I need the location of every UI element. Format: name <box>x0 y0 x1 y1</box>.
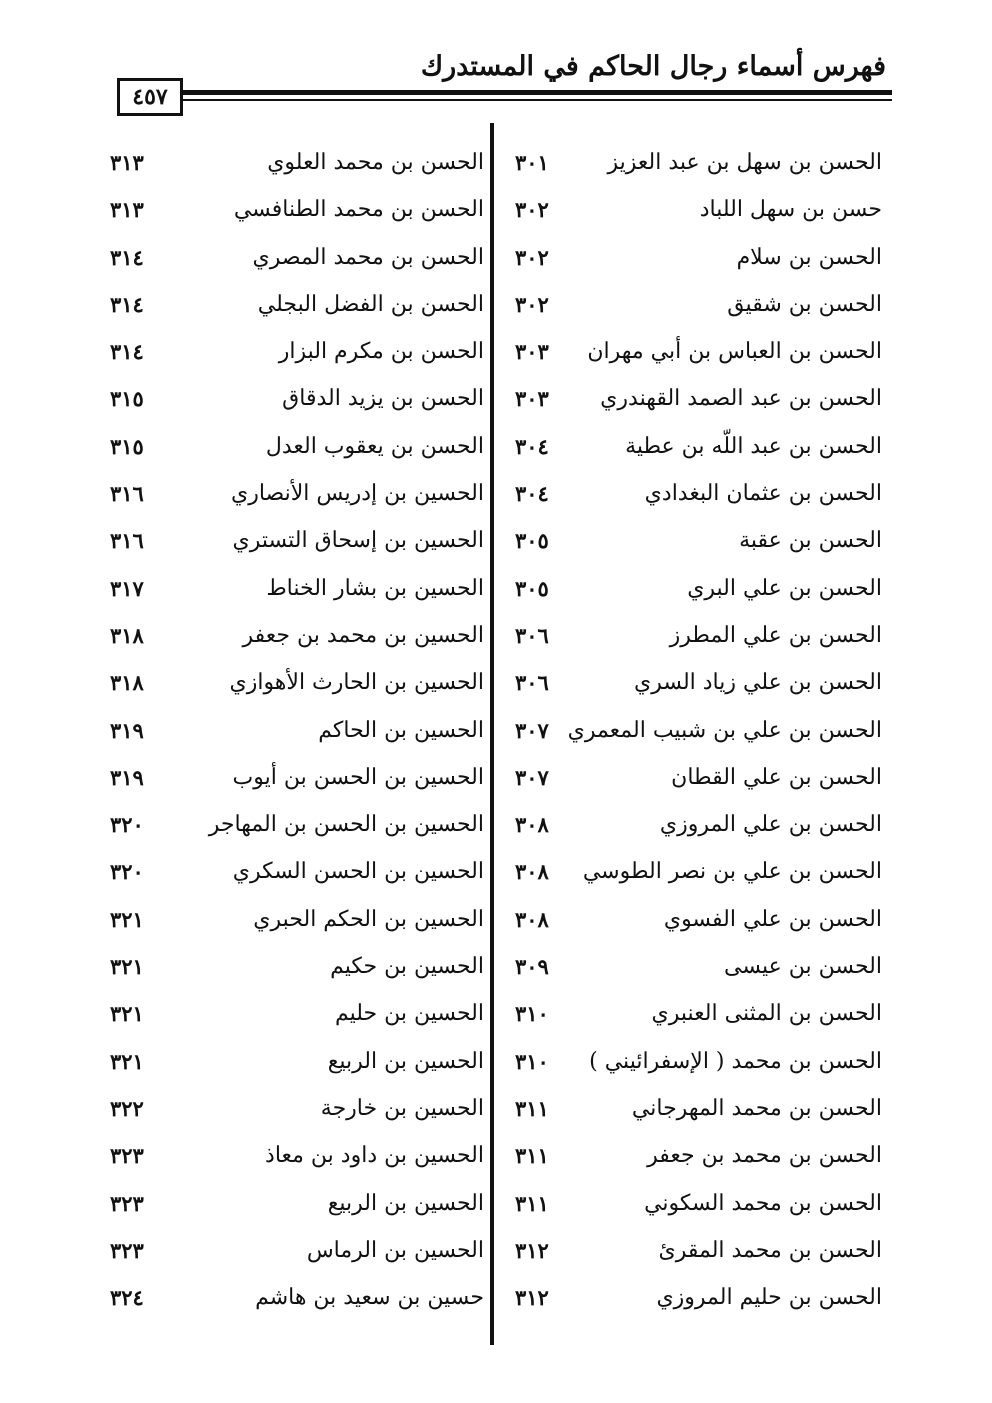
entry-page-number: ٣١١ <box>515 1095 549 1121</box>
entry-page-number: ٣٠٣ <box>515 339 549 365</box>
index-entry <box>500 1228 892 1275</box>
index-entry <box>100 235 488 282</box>
index-entry <box>100 802 488 849</box>
index-entry <box>100 187 488 234</box>
index-entry <box>100 471 488 518</box>
entry-page-number: ٣٠٨ <box>515 906 549 932</box>
index-column-right <box>500 140 892 1322</box>
entry-name: الحسن بن شقيق <box>727 291 882 317</box>
index-entry <box>500 187 892 234</box>
entry-page-number: ٣٠٨ <box>515 859 549 885</box>
entry-page-number: ٣١٠ <box>515 1048 549 1074</box>
entry-page-number: ٣١٢ <box>515 1285 549 1311</box>
index-entry <box>500 282 892 329</box>
index-entry <box>500 1039 892 1086</box>
entry-name: الحسن بن يزيد الدقاق <box>282 386 484 412</box>
index-entry <box>500 613 892 660</box>
index-column-left <box>100 140 488 1322</box>
entry-name: الحسن بن عبد اللّه بن عطية <box>625 433 882 459</box>
index-entry <box>500 991 892 1038</box>
entry-name: حسن بن سهل اللباد <box>699 197 882 223</box>
entry-page-number: ٣٠٨ <box>515 812 549 838</box>
entry-page-number: ٣٠٢ <box>515 244 549 270</box>
entry-page-number: ٣٠٩ <box>515 954 549 980</box>
entry-page-number: ٣١٦ <box>110 481 144 507</box>
entry-name: الحسن بن سلام <box>736 244 882 270</box>
entry-name: الحسن بن المثنى العنبري <box>651 1001 882 1027</box>
entry-page-number: ٣١٥ <box>110 386 144 412</box>
entry-page-number: ٣٢١ <box>110 906 144 932</box>
entry-page-number: ٣٠٤ <box>515 433 549 459</box>
entry-name: الحسن بن محمد بن جعفر <box>647 1143 882 1169</box>
entry-name: الحسن بن العباس بن أبي مهران <box>587 339 882 365</box>
entry-name: الحسن بن علي بن شبيب المعمري <box>567 717 882 743</box>
index-entry <box>100 566 488 613</box>
entry-page-number: ٣٠٢ <box>515 291 549 317</box>
entry-name: الحسن بن علي الفسوي <box>663 906 882 932</box>
entry-page-number: ٣١٠ <box>515 1001 549 1027</box>
index-entry <box>500 660 892 707</box>
entry-page-number: ٣٢٣ <box>110 1237 144 1263</box>
entry-page-number: ٣١٨ <box>110 670 144 696</box>
entry-page-number: ٣٠٢ <box>515 197 549 223</box>
index-entry <box>100 897 488 944</box>
page-number: ٤٥٧ <box>117 78 183 116</box>
entry-page-number: ٣٢٠ <box>110 859 144 885</box>
entry-name: الحسن بن عقبة <box>739 528 882 554</box>
entry-name: الحسين بن الحسن بن أيوب <box>232 764 484 790</box>
entry-name: الحسن بن علي المروزي <box>659 812 882 838</box>
index-entry <box>100 944 488 991</box>
column-divider <box>490 123 494 1345</box>
entry-name: الحسين بن الرماس <box>306 1237 484 1263</box>
index-entry <box>100 849 488 896</box>
entry-page-number: ٣٠٣ <box>515 386 549 412</box>
entry-page-number: ٣١٣ <box>110 150 144 175</box>
entry-name: الحسن بن علي زياد السري <box>633 670 882 696</box>
index-entry <box>100 1228 488 1275</box>
entry-name: الحسن بن علي المطرز <box>669 622 882 648</box>
entry-page-number: ٣٠٦ <box>515 670 549 696</box>
entry-page-number: ٣١٧ <box>110 575 144 601</box>
entry-page-number: ٣٠٧ <box>515 717 549 743</box>
entry-page-number: ٣١٤ <box>110 339 144 365</box>
entry-name: الحسين بن خارجة <box>320 1095 484 1121</box>
entry-name: الحسن بن عثمان البغدادي <box>644 481 882 507</box>
entry-name: الحسين بن الحاكم <box>318 717 484 743</box>
index-entry <box>500 376 892 423</box>
entry-page-number: ٣٠١ <box>515 150 549 175</box>
entry-name: الحسن بن علي البري <box>687 575 882 601</box>
entry-page-number: ٣٢٢ <box>110 1095 144 1121</box>
entry-name: الحسين بن الحسن بن المهاجر <box>208 812 484 838</box>
index-entry <box>500 140 892 187</box>
entry-page-number: ٣٠٧ <box>515 764 549 790</box>
entry-name: الحسن بن علي بن نصر الطوسي <box>582 859 882 885</box>
index-entry <box>100 1181 488 1228</box>
entry-page-number: ٣١٢ <box>515 1237 549 1263</box>
entry-name: الحسن بن يعقوب العدل <box>265 433 484 459</box>
entry-name: الحسين بن حليم <box>334 1001 484 1027</box>
entry-page-number: ٣١٤ <box>110 244 144 270</box>
index-entry <box>500 1275 892 1322</box>
entry-page-number: ٣١٤ <box>110 291 144 317</box>
entry-page-number: ٣٠٤ <box>515 481 549 507</box>
entry-name: الحسين بن الربيع <box>327 1190 484 1216</box>
index-entry <box>500 1133 892 1180</box>
entry-name: الحسن بن محمد المصري <box>252 244 484 270</box>
index-entry <box>500 897 892 944</box>
entry-page-number: ٣١٣ <box>110 197 144 223</box>
entry-name: الحسن بن محمد السكوني <box>644 1190 882 1216</box>
index-entry <box>500 849 892 896</box>
entry-page-number: ٣٢٣ <box>110 1143 144 1169</box>
index-entry <box>100 1275 488 1322</box>
entry-name: الحسين بن الحارث الأهوازي <box>229 670 484 696</box>
entry-page-number: ٣٢١ <box>110 1001 144 1027</box>
index-entry <box>100 708 488 755</box>
entry-page-number: ٣٠٥ <box>515 528 549 554</box>
index-entry <box>500 802 892 849</box>
index-entry <box>500 518 892 565</box>
index-entry <box>100 1133 488 1180</box>
entry-name: الحسن بن حليم المروزي <box>656 1285 882 1311</box>
header-rule-thick <box>183 90 892 95</box>
entry-name: الحسين بن إسحاق التستري <box>232 528 484 554</box>
entry-page-number: ٣٠٦ <box>515 622 549 648</box>
index-entry <box>100 518 488 565</box>
index-entry <box>500 755 892 802</box>
index-entry <box>100 376 488 423</box>
entry-name: الحسن بن محمد الطنافسي <box>233 197 484 223</box>
index-entry <box>500 708 892 755</box>
index-entry <box>500 329 892 376</box>
index-entry <box>100 755 488 802</box>
entry-page-number: ٣١٥ <box>110 433 144 459</box>
index-entry <box>100 329 488 376</box>
index-entry <box>100 1039 488 1086</box>
index-entry <box>100 140 488 187</box>
entry-name: الحسن بن عيسى <box>724 954 882 980</box>
index-entry <box>500 235 892 282</box>
entry-name: الحسين بن الحكم الحبري <box>253 906 484 932</box>
running-title: فهرس أسماء رجال الحاكم في المستدرك <box>420 51 886 82</box>
entry-name: الحسين بن داود بن معاذ <box>265 1143 484 1169</box>
entry-name: الحسن بن محمد المهرجاني <box>631 1095 882 1121</box>
entry-page-number: ٣٢٣ <box>110 1190 144 1216</box>
entry-page-number: ٣٢٤ <box>110 1285 144 1311</box>
entry-page-number: ٣٢١ <box>110 954 144 980</box>
entry-page-number: ٣٢٠ <box>110 812 144 838</box>
page-header <box>0 0 992 130</box>
entry-name: الحسن بن مكرم البزار <box>278 339 484 365</box>
entry-name: الحسين بن إدريس الأنصاري <box>231 481 484 507</box>
index-entry <box>500 1181 892 1228</box>
index-entry <box>500 424 892 471</box>
index-entry <box>500 1086 892 1133</box>
index-entry <box>500 566 892 613</box>
entry-page-number: ٣١١ <box>515 1190 549 1216</box>
entry-name: الحسن بن الفضل البجلي <box>257 291 484 317</box>
entry-name: الحسن بن محمد ( الإسفرائيني ) <box>589 1048 882 1074</box>
entry-name: الحسين بن محمد بن جعفر <box>242 622 484 648</box>
entry-name: الحسين بن حكيم <box>330 954 484 980</box>
entry-name: الحسن بن سهل بن عبد العزيز <box>607 150 882 175</box>
index-entry <box>100 1086 488 1133</box>
entry-name: الحسين بن الحسن السكري <box>232 859 484 885</box>
entry-name: الحسن بن عبد الصمد القهندري <box>600 386 882 412</box>
entry-page-number: ٣٠٥ <box>515 575 549 601</box>
entry-name: الحسن بن علي القطان <box>671 764 882 790</box>
entry-page-number: ٣١٨ <box>110 622 144 648</box>
index-entry <box>100 613 488 660</box>
entry-page-number: ٣١٦ <box>110 528 144 554</box>
entry-name: حسين بن سعيد بن هاشم <box>255 1285 484 1311</box>
entry-name: الحسين بن بشار الخناط <box>266 575 484 601</box>
entry-page-number: ٣١٩ <box>110 717 144 743</box>
index-entry <box>100 424 488 471</box>
header-rule-thin <box>183 99 892 101</box>
entry-page-number: ٣١١ <box>515 1143 549 1169</box>
entry-name: الحسين بن الربيع <box>327 1048 484 1074</box>
index-entry <box>100 991 488 1038</box>
entry-name: الحسن بن محمد العلوي <box>267 150 484 175</box>
index-entry <box>500 471 892 518</box>
entry-page-number: ٣١٩ <box>110 764 144 790</box>
entry-name: الحسن بن محمد المقرئ <box>658 1237 882 1263</box>
entry-page-number: ٣٢١ <box>110 1048 144 1074</box>
index-entry <box>100 660 488 707</box>
index-entry <box>100 282 488 329</box>
index-entry <box>500 944 892 991</box>
